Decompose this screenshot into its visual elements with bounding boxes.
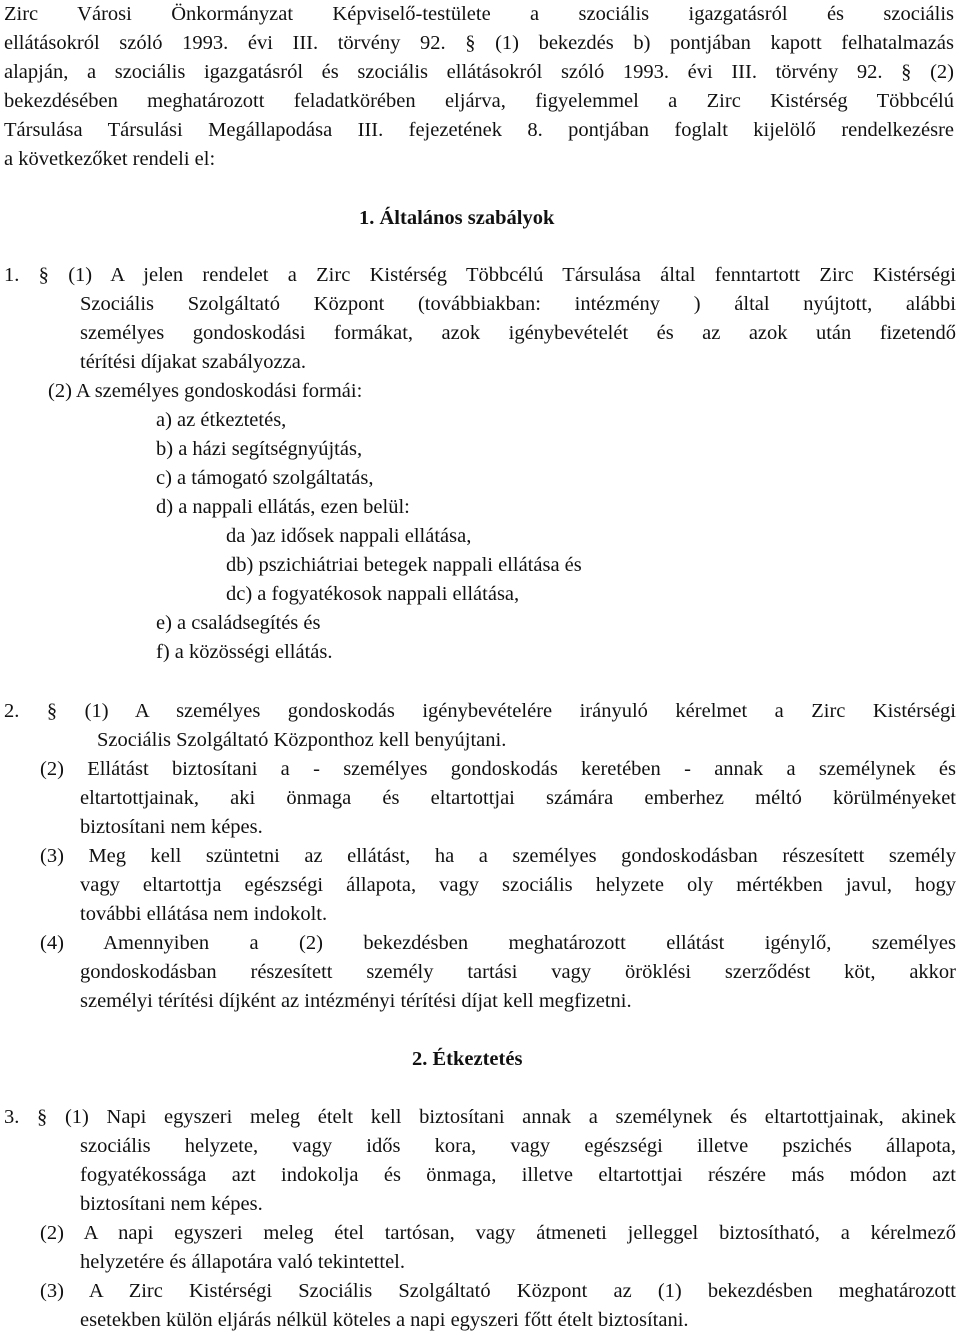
list-item: a) az étkeztetés, xyxy=(156,409,287,431)
list-item: c) a támogató szolgáltatás, xyxy=(156,467,374,489)
section-2-paragraph-line: további ellátása nem indokolt. xyxy=(80,903,328,925)
list-item: d) a nappali ellátás, ezen belül: xyxy=(156,496,410,518)
list-item: f) a közösségi ellátás. xyxy=(156,641,333,663)
section-2-paragraph-line: Szociális Szolgáltató Központhoz kell benyújtani. xyxy=(97,729,507,751)
section-1-paragraph-line: Szociális Szolgáltató Központ (továbbiakban: intézmény ) által nyújtott, alábbi xyxy=(80,293,956,315)
list-item: b) a házi segítségnyújtás, xyxy=(156,438,363,460)
sub-list-item: da )az idősek nappali ellátása, xyxy=(226,525,472,547)
section-2-paragraph-line: (3) Meg kell szüntetni az ellátást, ha a személyes gondoskodásban részesített személy xyxy=(40,845,956,867)
intro-line: alapján, a szociális igazgatásról és szociális ellátásokról szóló 1993. évi III. törvény 92. § (2) xyxy=(4,61,954,83)
section-2-paragraph-line: 2. § (1) A személyes gondoskodás igénybevételére irányuló kérelmet a Zirc Kistérségi xyxy=(4,700,956,722)
section-2-paragraph-line: eltartottjainak, aki önmaga és eltartottjai számára emberhez méltó körülményeket xyxy=(80,787,956,809)
section-1-forms-intro: (2) A személyes gondoskodási formái: xyxy=(48,380,363,402)
section-3-paragraph-line: esetekben külön eljárás nélkül köteles a napi egyszeri főtt ételt biztosítani. xyxy=(80,1309,689,1331)
section-1-paragraph-line: térítési díjakat szabályozza. xyxy=(80,351,306,373)
list-item: e) a családsegítés és xyxy=(156,612,321,634)
sub-list-item: db) pszichiátriai betegek nappali ellátása és xyxy=(226,554,582,576)
section-3-paragraph-line: 3. § (1) Napi egyszeri meleg ételt kell biztosítani annak a személynek és eltartottjainak, akinek xyxy=(4,1106,956,1128)
intro-line: Zirc Városi Önkormányzat Képviselő-testülete a szociális igazgatásról és szociális xyxy=(4,3,954,25)
section-2-paragraph-line: gondoskodásban részesített személy tartási vagy öröklési szerződést köt, akkor xyxy=(80,961,956,983)
section-1-paragraph-line: 1. § (1) A jelen rendelet a Zirc Kistérség Többcélú Társulása által fenntartott Zirc Kistérségi xyxy=(4,264,956,286)
section-heading-catering: 2. Étkeztetés xyxy=(412,1048,523,1070)
section-1-paragraph-line: személyes gondoskodási formákat, azok igénybevételét és az azok után fizetendő xyxy=(80,322,956,344)
section-3-paragraph-line: fogyatékossága azt indokolja és önmaga, illetve eltartottjai részére más módon azt xyxy=(80,1164,956,1186)
sub-list-item: dc) a fogyatékosok nappali ellátása, xyxy=(226,583,520,605)
section-2-paragraph-line: vagy eltartottja egészségi állapota, vagy szociális helyzete oly mértékben javul, hogy xyxy=(80,874,956,896)
intro-line: bekezdésében meghatározott feladatkörében eljárva, figyelemmel a Zirc Kistérség Többcélú xyxy=(4,90,954,112)
section-3-paragraph-line: (2) A napi egyszeri meleg étel tartósan, vagy átmeneti jelleggel biztosítható, a kérelmező xyxy=(40,1222,956,1244)
section-2-paragraph-line: biztosítani nem képes. xyxy=(80,816,263,838)
intro-line: ellátásokról szóló 1993. évi III. törvény 92. § (1) bekezdés b) pontjában kapott felhatalmazás xyxy=(4,32,954,54)
section-2-paragraph-line: (2) Ellátást biztosítani a - személyes gondoskodás keretében - annak a személynek és xyxy=(40,758,956,780)
section-2-paragraph-line: személyi térítési díjként az intézményi térítési díjat kell megfizetni. xyxy=(80,990,632,1012)
intro-line: a következőket rendeli el: xyxy=(4,148,216,170)
section-2-paragraph-line: (4) Amennyiben a (2) bekezdésben meghatározott ellátást igénylő, személyes xyxy=(40,932,956,954)
section-3-paragraph-line: (3) A Zirc Kistérségi Szociális Szolgáltató Központ az (1) bekezdésben meghatározott xyxy=(40,1280,956,1302)
section-3-paragraph-line: szociális helyzete, vagy idős kora, vagy egészségi illetve pszichés állapota, xyxy=(80,1135,956,1157)
section-3-paragraph-line: helyzetére és állapotára való tekintettel. xyxy=(80,1251,405,1273)
section-heading-general-rules: 1. Általános szabályok xyxy=(359,207,555,229)
intro-line: Társulása Társulási Megállapodása III. fejezetének 8. pontjában foglalt kijelölő rendelkezésre xyxy=(4,119,954,141)
section-3-paragraph-line: biztosítani nem képes. xyxy=(80,1193,263,1215)
